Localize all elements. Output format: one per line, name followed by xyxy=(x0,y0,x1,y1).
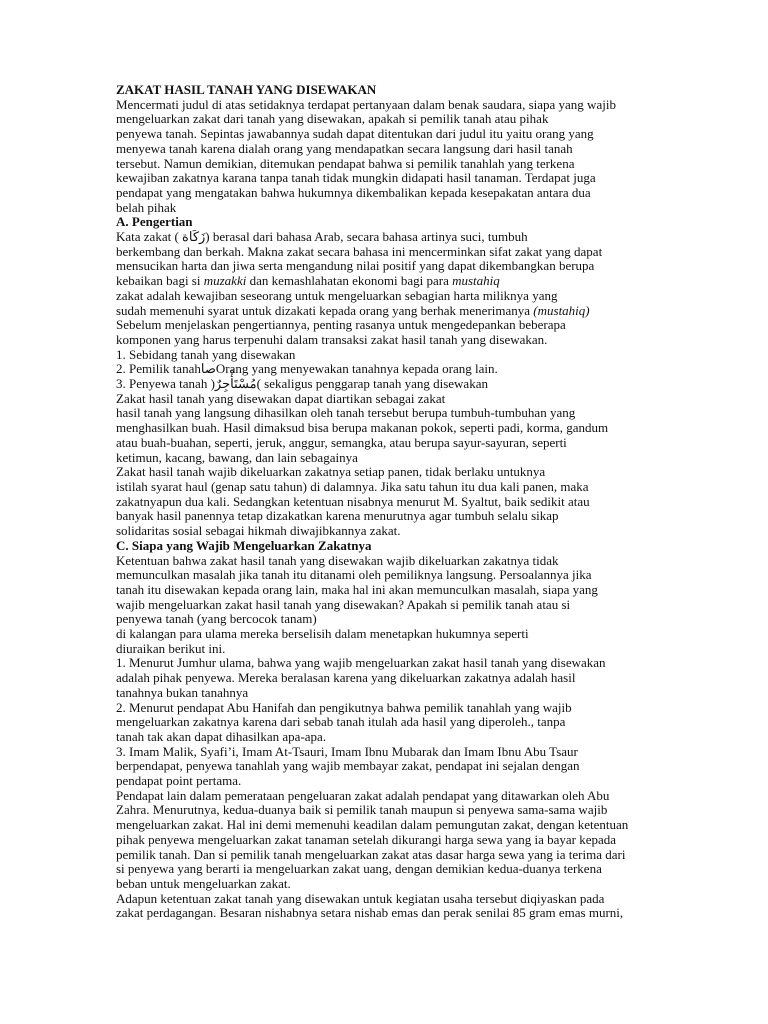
text-line: diuraikan berikut ini. xyxy=(116,640,226,656)
text-line: wajib mengeluarkan zakat hasil tanah yang disewakan? Apakah si pemilik tanah atau si xyxy=(116,596,571,612)
text-line: zakat perdagangan. Besaran nishabnya setara nishab emas dan perak senilai 85 gram emas murni, xyxy=(116,905,624,921)
text-line: pendapat point pertama. xyxy=(116,773,242,789)
text-line xyxy=(116,304,656,319)
document-title: ZAKAT HASIL TANAH YANG DISEWAKAN xyxy=(116,82,377,97)
text-line: pihak penyewa mengeluarkan zakat tanaman setelah dikurangi harga sewa yang ia bayar kepada xyxy=(116,831,617,847)
text-line xyxy=(116,274,656,289)
text-line: Pendapat lain dalam pemerataan pengeluaran zakat adalah pendapat yang ditawarkan oleh Abu xyxy=(116,787,610,803)
text-line: berpendapat, penyewa tanahlah yang wajib membayar zakat, pendapat ini sejalan dengan xyxy=(116,758,580,774)
text-line: menghasilkan buah. Hasil dimaksud bisa berupa makanan pokok, seperti padi, korma, gandum xyxy=(116,420,609,436)
text-line: mengeluarkan zakat. Hal ini demi memenuhi keadilan dalam pemungutan zakat, dengan ketentuan xyxy=(116,817,629,833)
text-span: sudah memenuhi syarat untuk dizakati kepada orang yang berhak menerimanya xyxy=(116,302,534,318)
text-line: zakat adalah kewajiban seseorang untuk mengeluarkan sebagian harta miliknya yang xyxy=(116,287,558,303)
text-line: Mencermati judul di atas setidaknya terdapat pertanyaan dalam benak saudara, siapa yang wajib xyxy=(116,96,616,112)
text-line: kewajiban zakatnya karana tanpa tanah tidak mungkin didapati hasil tanaman. Terdapat juga xyxy=(116,170,596,186)
section-heading-pengertian: A. Pengertian xyxy=(116,214,193,230)
text-line: menyewa tanah karena dialah orang yang mendapatkan secara langsung dari hasil tanah xyxy=(116,140,573,156)
text-line: Zakat hasil tanah yang disewakan dapat diartikan sebagai zakat xyxy=(116,390,446,406)
text-line: tanahnya bukan tanahnya xyxy=(116,684,249,700)
text-line: tanah itu disewakan kepada orang lain, maka hal ini akan memunculkan masalah, siapa yang xyxy=(116,581,598,597)
text-line: zakatnyapun dua kali. Sedangkan ketentuan nisabnya menurut M. Syaltut, baik sedikit atau xyxy=(116,493,590,509)
text-line: di kalangan para ulama mereka berselisih dalam menetapkan hukumnya seperti xyxy=(116,626,529,642)
list-item: 1. Sebidang tanah yang disewakan xyxy=(116,346,296,362)
text-line: pendapat yang mengatakan bahwa hukumnya dikembalikan kepada kesepakatan antara dua xyxy=(116,184,591,200)
text-line: mengeluarkan zakatnya karena dari sebab tanah itulah ada hasil yang diperoleh., tanpa xyxy=(116,714,566,730)
list-item: 1. Menurut Jumhur ulama, bahwa yang wajib mengeluarkan zakat hasil tanah yang disewakan xyxy=(116,655,606,671)
list-item: 2. Menurut pendapat Abu Hanifah dan pengikutnya bahwa pemilik tanahlah yang wajib xyxy=(116,699,572,715)
list-item: 3. Penyewa tanah )مُسْتَأْجِرٌ( sekaligus penggarap tanah yang disewakan xyxy=(116,376,488,392)
text-line: Zakat hasil tanah wajib dikeluarkan zakatnya setiap panen, tidak berlaku untuknya xyxy=(116,464,546,480)
italic-term-muzakki: muzakki xyxy=(203,273,247,289)
section-heading-wajib-zakat: C. Siapa yang Wajib Mengeluarkan Zakatnya xyxy=(116,537,372,553)
text-line: Zahra. Menurutnya, kedua-duanya baik si pemilik tanah maupun si penyewa sama-sama wajib xyxy=(116,802,608,818)
italic-term-mustahiq-paren: (mustahiq) xyxy=(533,302,590,318)
text-line: si penyewa yang berarti ia mengeluarkan zakat uang, dengan demikian kedua-duanya terkena xyxy=(116,861,602,877)
text-line: komponen yang harus terpenuhi dalam transaksi zakat hasil tanah yang disewakan. xyxy=(116,331,548,347)
text-line: atau buah-buahan, seperti, jeruk, anggur, semangka, atau berupa sayur-sayuran, seperti xyxy=(116,434,567,450)
text-line: penyewa tanah (yang bercocok tanam) xyxy=(116,611,317,627)
text-line: ketimun, kacang, bawang, dan lain sebagainya xyxy=(116,449,358,465)
text-line: pemilik tanah. Dan si pemilik tanah mengeluarkan zakat atas dasar harga sewa yang ia terima dari xyxy=(116,846,626,862)
text-line: beban untuk mengeluarkan zakat. xyxy=(116,875,291,891)
text-line: mensucikan harta dan jiwa serta mengandung nilai positif yang dapat dikembangkan berupa xyxy=(116,258,595,274)
text-line: Adapun ketentuan zakat tanah yang disewakan untuk kegiatan usaha tersebut diqiyaskan pada xyxy=(116,890,605,906)
text-line: adalah pihak penyewa. Mereka beralasan karena yang dikeluarkan zakatnya adalah hasil xyxy=(116,670,576,686)
list-item: 2. Pemilik tanahصاOrang yang menyewakan tanahnya kepada orang lain. xyxy=(116,361,498,377)
text-line: tersebut. Namun demikian, ditemukan pendapat bahwa si pemilik tanahlah yang terkena xyxy=(116,155,575,171)
text-line: berkembang dan berkah. Makna zakat secara bahasa ini mencerminkan sifat zakat yang dapat xyxy=(116,243,603,259)
list-item: 3. Imam Malik, Syafi’i, Imam At-Tsauri, Imam Ibnu Mubarak dan Imam Ibnu Abu Tsaur xyxy=(116,743,578,759)
text-line: belah pihak xyxy=(116,199,177,215)
text-line: penyewa tanah. Sepintas jawabannya sudah dapat ditentukan dari judul itu yaitu orang yang xyxy=(116,126,594,142)
text-line: memunculkan masalah jika tanah itu ditanami oleh pemiliknya langsung. Persoalannya jika xyxy=(116,567,592,583)
text-line: mengeluarkan zakat dari tanah yang disewakan, apakah si pemilik tanah atau pihak xyxy=(116,111,549,127)
italic-term-mustahiq: mustahiq xyxy=(452,273,500,289)
text-line: istilah syarat haul (genap satu tahun) di dalamnya. Jika satu tahun itu dua kali panen, maka xyxy=(116,478,589,494)
document-page xyxy=(116,83,656,921)
text-line: banyak hasil panennya tetap dizakatkan karena menurutnya agar tumbuh selalu sikap xyxy=(116,508,559,524)
text-line: Kata zakat ( زَكَاة) berasal dari bahasa Arab, secara bahasa artinya suci, tumbuh xyxy=(116,229,528,245)
text-line: Sebelum menjelaskan pengertiannya, penting rasanya untuk mengedepankan beberapa xyxy=(116,317,566,333)
text-line: solidaritas sosial sebagai hikmah diwajibkannya zakat. xyxy=(116,523,401,539)
text-line: tanah tak akan dapat dihasilkan apa-apa. xyxy=(116,728,327,744)
text-line: Ketentuan bahwa zakat hasil tanah yang disewakan wajib dikeluarkan zakatnya tidak xyxy=(116,552,559,568)
text-line: hasil tanah yang langsung dihasilkan oleh tanah tersebut berupa tumbuh-tumbuhan yang xyxy=(116,405,576,421)
text-span: dan kemashlahatan ekonomi bagi para xyxy=(246,273,453,289)
text-span: kebaikan bagi si xyxy=(116,273,204,289)
